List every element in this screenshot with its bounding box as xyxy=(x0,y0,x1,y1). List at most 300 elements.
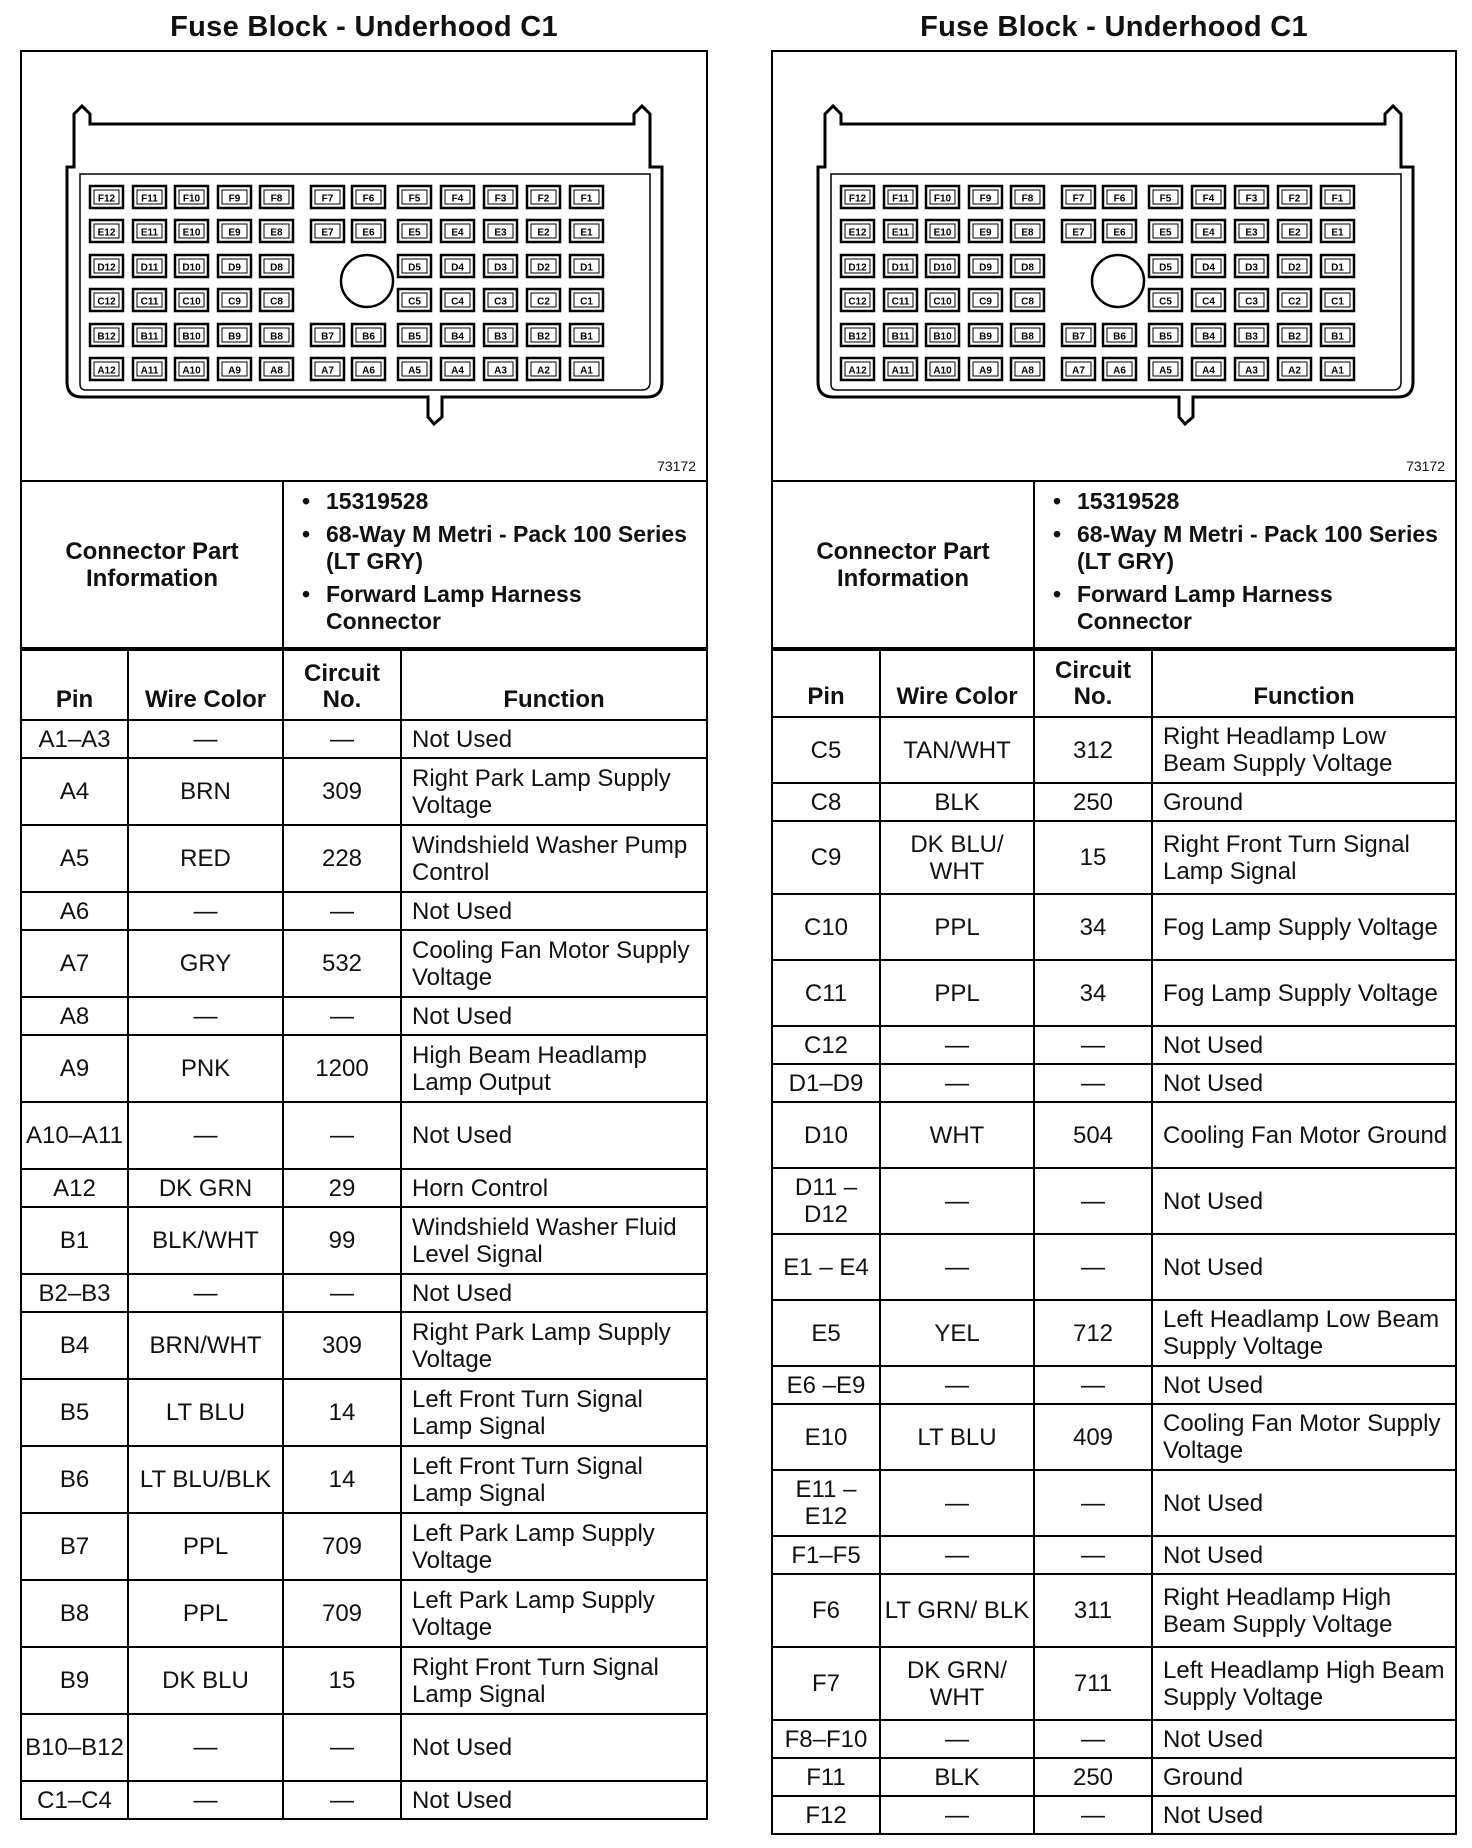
cavity-a2 xyxy=(527,358,560,380)
pin-cell: B6 xyxy=(21,1446,128,1513)
wire-color-cell: LT BLU xyxy=(880,1404,1034,1470)
cavity-f9 xyxy=(218,186,251,208)
svg-text:F9: F9 xyxy=(979,193,992,205)
cavity-b2 xyxy=(527,324,560,346)
wire-color-cell: BLK xyxy=(880,783,1034,821)
function-cell: Right Front Turn Signal Lamp Signal xyxy=(1152,821,1456,894)
function-cell: Not Used xyxy=(401,1274,707,1312)
cavity-b11 xyxy=(884,324,917,346)
circuit-cell: 1200 xyxy=(283,1035,401,1102)
svg-text:D2: D2 xyxy=(537,262,550,274)
circuit-cell: 709 xyxy=(283,1513,401,1580)
cavity-c8 xyxy=(1011,289,1044,311)
svg-text:F11: F11 xyxy=(141,193,158,205)
cavity-a5 xyxy=(398,358,431,380)
circuit-cell: 312 xyxy=(1034,717,1152,783)
cavity-c3 xyxy=(484,289,517,311)
connector-description: • Forward Lamp Harness Connector xyxy=(1077,581,1447,635)
svg-text:E5: E5 xyxy=(408,227,421,239)
connector-info-label: Connector Part Information xyxy=(21,481,283,648)
circuit-cell: — xyxy=(283,1714,401,1781)
cavity-c11 xyxy=(884,289,917,311)
table-row xyxy=(21,1274,707,1312)
cavity-d9 xyxy=(218,255,251,277)
circuit-cell: — xyxy=(1034,1026,1152,1064)
svg-text:C4: C4 xyxy=(451,296,464,308)
svg-text:F10: F10 xyxy=(933,193,952,205)
svg-text:D10: D10 xyxy=(933,262,952,274)
svg-text:D2: D2 xyxy=(1288,262,1301,274)
svg-text:F7: F7 xyxy=(321,193,334,205)
function-cell: Left Front Turn Signal Lamp Signal xyxy=(401,1379,707,1446)
wire-color-cell: — xyxy=(880,1536,1034,1574)
table-row xyxy=(21,1035,707,1102)
svg-text:B9: B9 xyxy=(979,331,992,343)
wire-color-cell: — xyxy=(880,1026,1034,1064)
cavity-a5 xyxy=(1149,358,1182,380)
svg-text:F3: F3 xyxy=(494,193,507,205)
circuit-header: Circuit No. xyxy=(283,650,401,720)
svg-text:D5: D5 xyxy=(1159,262,1172,274)
svg-text:A12: A12 xyxy=(97,365,116,377)
cavity-b9 xyxy=(969,324,1002,346)
circuit-cell: — xyxy=(283,720,401,758)
svg-text:F1: F1 xyxy=(1331,193,1344,205)
pin-cell: C1–C4 xyxy=(21,1781,128,1819)
circuit-cell: — xyxy=(283,1274,401,1312)
table-row xyxy=(21,1714,707,1781)
svg-text:D12: D12 xyxy=(97,262,116,274)
function-cell: Not Used xyxy=(401,1781,707,1819)
wire-color-cell: GRY xyxy=(128,930,283,997)
left-panel xyxy=(20,0,708,1820)
function-cell: Fog Lamp Supply Voltage xyxy=(1152,894,1456,960)
svg-text:D1: D1 xyxy=(1331,262,1344,274)
table-row xyxy=(772,1647,1456,1720)
svg-text:D11: D11 xyxy=(891,262,910,274)
cavity-b3 xyxy=(484,324,517,346)
svg-text:C10: C10 xyxy=(182,296,201,308)
connector-info-label: Connector Part Information xyxy=(772,481,1034,648)
pin-cell: F7 xyxy=(772,1647,880,1720)
svg-text:E10: E10 xyxy=(182,227,201,239)
svg-text:F4: F4 xyxy=(451,193,464,205)
circuit-header: Circuit No. xyxy=(1034,650,1152,717)
cavity-b12 xyxy=(841,324,874,346)
svg-text:F2: F2 xyxy=(537,193,550,205)
svg-text:A8: A8 xyxy=(1021,365,1034,377)
function-cell: Right Front Turn Signal Lamp Signal xyxy=(401,1647,707,1714)
wire-color-cell: PNK xyxy=(128,1035,283,1102)
connector-type: • 68-Way M Metri - Pack 100 Series (LT GRY) xyxy=(1077,521,1447,575)
key-hole xyxy=(341,255,393,307)
cavity-c4 xyxy=(1192,289,1225,311)
table-row xyxy=(772,717,1456,783)
pin-cell: A10–A11 xyxy=(21,1102,128,1169)
figure-number: 73172 xyxy=(1406,458,1445,474)
cavity-f7 xyxy=(311,186,344,208)
svg-text:D12: D12 xyxy=(848,262,867,274)
function-cell: Right Park Lamp Supply Voltage xyxy=(401,758,707,825)
cavity-d11 xyxy=(133,255,166,277)
connector-face-drawing xyxy=(22,52,706,480)
table-row xyxy=(772,960,1456,1026)
pin-cell: B4 xyxy=(21,1312,128,1379)
cavity-a1 xyxy=(570,358,603,380)
wire-color-cell: BRN/WHT xyxy=(128,1312,283,1379)
cavity-a11 xyxy=(133,358,166,380)
cavity-b9 xyxy=(218,324,251,346)
cavity-d2 xyxy=(527,255,560,277)
cavity-c9 xyxy=(969,289,1002,311)
cavity-e7 xyxy=(311,220,344,242)
circuit-cell: — xyxy=(1034,1366,1152,1404)
svg-text:A9: A9 xyxy=(979,365,992,377)
cavity-d5 xyxy=(398,255,431,277)
svg-text:B8: B8 xyxy=(270,331,283,343)
key-hole xyxy=(1092,255,1144,307)
function-cell: Not Used xyxy=(401,892,707,930)
svg-text:A4: A4 xyxy=(1202,365,1215,377)
pin-cell: C8 xyxy=(772,783,880,821)
cavity-e9 xyxy=(218,220,251,242)
wire-color-cell: DK GRN/ WHT xyxy=(880,1647,1034,1720)
svg-text:A1: A1 xyxy=(1331,365,1344,377)
cavity-d12 xyxy=(90,255,123,277)
pinout-table xyxy=(771,649,1457,1835)
cavity-d1 xyxy=(570,255,603,277)
cavity-b7 xyxy=(1062,324,1095,346)
svg-text:B9: B9 xyxy=(228,331,241,343)
svg-text:F1: F1 xyxy=(580,193,593,205)
function-cell: Windshield Washer Pump Control xyxy=(401,825,707,892)
cavity-b11 xyxy=(133,324,166,346)
function-cell: Not Used xyxy=(1152,1234,1456,1300)
svg-text:B3: B3 xyxy=(1245,331,1258,343)
svg-text:F4: F4 xyxy=(1202,193,1215,205)
table-row xyxy=(772,894,1456,960)
cavity-b7 xyxy=(311,324,344,346)
cavity-e11 xyxy=(884,220,917,242)
pinout-table xyxy=(20,649,708,1820)
cavity-a12 xyxy=(90,358,123,380)
cavity-b8 xyxy=(260,324,293,346)
table-row xyxy=(21,758,707,825)
circuit-cell: 29 xyxy=(283,1169,401,1207)
wire-color-header: Wire Color xyxy=(880,650,1034,717)
svg-text:C5: C5 xyxy=(1159,296,1172,308)
table-row xyxy=(772,1720,1456,1758)
pin-cell: F8–F10 xyxy=(772,1720,880,1758)
cavity-f10 xyxy=(926,186,959,208)
circuit-cell: 532 xyxy=(283,930,401,997)
function-cell: Not Used xyxy=(1152,1168,1456,1234)
connector-part-number: • 15319528 xyxy=(1077,488,1447,515)
svg-text:E4: E4 xyxy=(451,227,464,239)
table-row xyxy=(772,1758,1456,1796)
svg-text:A10: A10 xyxy=(182,365,201,377)
cavity-e2 xyxy=(1278,220,1311,242)
cavity-f1 xyxy=(570,186,603,208)
cavity-b10 xyxy=(926,324,959,346)
cavity-e10 xyxy=(175,220,208,242)
svg-text:F5: F5 xyxy=(408,193,421,205)
cavity-a10 xyxy=(926,358,959,380)
circuit-cell: — xyxy=(1034,1536,1152,1574)
svg-text:E7: E7 xyxy=(321,227,334,239)
pin-cell: F1–F5 xyxy=(772,1536,880,1574)
wire-color-cell: YEL xyxy=(880,1300,1034,1366)
circuit-cell: 309 xyxy=(283,1312,401,1379)
cavity-f3 xyxy=(484,186,517,208)
table-row xyxy=(21,1169,707,1207)
cavity-b5 xyxy=(398,324,431,346)
circuit-cell: — xyxy=(283,1102,401,1169)
svg-text:C3: C3 xyxy=(494,296,507,308)
svg-text:E3: E3 xyxy=(1245,227,1258,239)
function-header: Function xyxy=(401,650,707,720)
svg-text:E10: E10 xyxy=(933,227,952,239)
cavity-e6 xyxy=(1103,220,1136,242)
table-row xyxy=(21,1647,707,1714)
wire-color-cell: — xyxy=(128,1781,283,1819)
cavity-f12 xyxy=(841,186,874,208)
table-row xyxy=(772,1102,1456,1168)
cavity-b5 xyxy=(1149,324,1182,346)
svg-text:B5: B5 xyxy=(1159,331,1172,343)
cavity-c12 xyxy=(90,289,123,311)
table-row xyxy=(772,1064,1456,1102)
svg-text:C9: C9 xyxy=(228,296,241,308)
pin-cell: E5 xyxy=(772,1300,880,1366)
svg-text:A9: A9 xyxy=(228,365,241,377)
svg-text:F6: F6 xyxy=(362,193,375,205)
circuit-cell: — xyxy=(283,1781,401,1819)
cavity-f11 xyxy=(884,186,917,208)
wire-color-cell: — xyxy=(128,892,283,930)
svg-text:A7: A7 xyxy=(321,365,334,377)
svg-text:B10: B10 xyxy=(933,331,952,343)
wire-color-cell: — xyxy=(880,1168,1034,1234)
cavity-c2 xyxy=(527,289,560,311)
svg-text:B2: B2 xyxy=(1288,331,1301,343)
svg-text:C5: C5 xyxy=(408,296,421,308)
svg-text:A5: A5 xyxy=(408,365,421,377)
cavity-a6 xyxy=(352,358,385,380)
pin-cell: D10 xyxy=(772,1102,880,1168)
function-cell: Cooling Fan Motor Ground xyxy=(1152,1102,1456,1168)
wire-color-cell: PPL xyxy=(128,1513,283,1580)
cavity-c1 xyxy=(1321,289,1354,311)
pin-cell: C9 xyxy=(772,821,880,894)
svg-text:F10: F10 xyxy=(182,193,201,205)
wire-color-cell: WHT xyxy=(880,1102,1034,1168)
svg-text:B7: B7 xyxy=(321,331,334,343)
wire-color-cell: — xyxy=(128,1102,283,1169)
pin-cell: A6 xyxy=(21,892,128,930)
svg-text:F11: F11 xyxy=(892,193,909,205)
table-row xyxy=(21,1312,707,1379)
svg-text:C1: C1 xyxy=(1331,296,1344,308)
table-row xyxy=(772,821,1456,894)
svg-text:B1: B1 xyxy=(580,331,593,343)
svg-text:B2: B2 xyxy=(537,331,550,343)
svg-text:B5: B5 xyxy=(408,331,421,343)
function-cell: Not Used xyxy=(401,1102,707,1169)
svg-text:E6: E6 xyxy=(1113,227,1126,239)
cavity-d10 xyxy=(175,255,208,277)
pin-cell: C12 xyxy=(772,1026,880,1064)
cavity-c11 xyxy=(133,289,166,311)
svg-text:B6: B6 xyxy=(362,331,375,343)
svg-text:E6: E6 xyxy=(362,227,375,239)
svg-text:C11: C11 xyxy=(140,296,159,308)
wire-color-cell: PPL xyxy=(128,1580,283,1647)
svg-text:E1: E1 xyxy=(1331,227,1344,239)
connector-diagram xyxy=(20,50,708,480)
svg-text:A11: A11 xyxy=(140,365,159,377)
wire-color-cell: — xyxy=(880,1720,1034,1758)
pin-header: Pin xyxy=(772,650,880,717)
circuit-cell: 709 xyxy=(283,1580,401,1647)
svg-text:C3: C3 xyxy=(1245,296,1258,308)
wire-color-header: Wire Color xyxy=(128,650,283,720)
right-panel xyxy=(771,0,1457,1835)
svg-text:B12: B12 xyxy=(97,331,116,343)
cavity-e2 xyxy=(527,220,560,242)
circuit-cell: — xyxy=(283,997,401,1035)
svg-text:C9: C9 xyxy=(979,296,992,308)
svg-text:A4: A4 xyxy=(451,365,464,377)
panel-title: Fuse Block - Underhood C1 xyxy=(920,11,1308,43)
cavity-d3 xyxy=(484,255,517,277)
svg-text:E9: E9 xyxy=(979,227,992,239)
table-row xyxy=(772,1026,1456,1064)
svg-text:D9: D9 xyxy=(979,262,992,274)
pin-cell: B8 xyxy=(21,1580,128,1647)
svg-text:D8: D8 xyxy=(270,262,283,274)
cavity-b1 xyxy=(1321,324,1354,346)
cavity-a2 xyxy=(1278,358,1311,380)
cavity-a3 xyxy=(1235,358,1268,380)
pin-cell: C5 xyxy=(772,717,880,783)
wire-color-cell: — xyxy=(128,1274,283,1312)
pin-cell: F6 xyxy=(772,1574,880,1647)
cavity-d4 xyxy=(441,255,474,277)
cavity-d9 xyxy=(969,255,1002,277)
svg-text:A10: A10 xyxy=(933,365,952,377)
cavity-f6 xyxy=(1103,186,1136,208)
pin-cell: F11 xyxy=(772,1758,880,1796)
pin-cell: A5 xyxy=(21,825,128,892)
cavity-e1 xyxy=(1321,220,1354,242)
function-cell: Ground xyxy=(1152,1758,1456,1796)
cavity-f6 xyxy=(352,186,385,208)
svg-text:F2: F2 xyxy=(1288,193,1301,205)
svg-text:A6: A6 xyxy=(1113,365,1126,377)
cavity-d12 xyxy=(841,255,874,277)
table-row xyxy=(21,1379,707,1446)
pin-cell: A4 xyxy=(21,758,128,825)
circuit-cell: — xyxy=(1034,1168,1152,1234)
cavity-d10 xyxy=(926,255,959,277)
wire-color-cell: TAN/WHT xyxy=(880,717,1034,783)
wire-color-cell: BLK xyxy=(880,1758,1034,1796)
svg-text:D11: D11 xyxy=(140,262,159,274)
cavity-d3 xyxy=(1235,255,1268,277)
cavity-e9 xyxy=(969,220,1002,242)
function-cell: Cooling Fan Motor Supply Voltage xyxy=(1152,1404,1456,1470)
svg-text:D4: D4 xyxy=(1202,262,1215,274)
svg-text:B11: B11 xyxy=(140,331,159,343)
wire-color-cell: — xyxy=(880,1064,1034,1102)
cavity-f2 xyxy=(527,186,560,208)
pin-cell: B7 xyxy=(21,1513,128,1580)
pin-cell: B5 xyxy=(21,1379,128,1446)
svg-text:D8: D8 xyxy=(1021,262,1034,274)
function-cell: Not Used xyxy=(1152,1536,1456,1574)
wire-color-cell: — xyxy=(880,1796,1034,1834)
figure-number: 73172 xyxy=(657,458,696,474)
svg-text:E4: E4 xyxy=(1202,227,1215,239)
connector-type: • 68-Way M Metri - Pack 100 Series (LT GRY) xyxy=(326,521,698,575)
table-row xyxy=(772,1574,1456,1647)
circuit-cell: — xyxy=(1034,1234,1152,1300)
cavity-a9 xyxy=(218,358,251,380)
cavity-f1 xyxy=(1321,186,1354,208)
cavity-a11 xyxy=(884,358,917,380)
pin-cell: E10 xyxy=(772,1404,880,1470)
circuit-cell: 15 xyxy=(1034,821,1152,894)
function-cell: Not Used xyxy=(1152,1796,1456,1834)
cavity-a7 xyxy=(1062,358,1095,380)
cavity-d8 xyxy=(260,255,293,277)
table-row xyxy=(21,1580,707,1647)
wire-color-cell: LT GRN/ BLK xyxy=(880,1574,1034,1647)
cavity-e8 xyxy=(1011,220,1044,242)
cavity-e12 xyxy=(841,220,874,242)
function-cell: Not Used xyxy=(1152,1470,1456,1536)
cavity-b4 xyxy=(441,324,474,346)
table-row xyxy=(772,1796,1456,1834)
table-row xyxy=(772,1168,1456,1234)
svg-text:F3: F3 xyxy=(1245,193,1258,205)
svg-text:D10: D10 xyxy=(182,262,201,274)
cavity-f9 xyxy=(969,186,1002,208)
panel-title: Fuse Block - Underhood C1 xyxy=(170,11,558,43)
svg-text:C4: C4 xyxy=(1202,296,1215,308)
table-row xyxy=(772,1234,1456,1300)
svg-text:E8: E8 xyxy=(270,227,283,239)
svg-text:F8: F8 xyxy=(270,193,283,205)
circuit-cell: 712 xyxy=(1034,1300,1152,1366)
cavity-e1 xyxy=(570,220,603,242)
svg-text:F7: F7 xyxy=(1072,193,1085,205)
cavity-f8 xyxy=(1011,186,1044,208)
circuit-cell: — xyxy=(1034,1470,1152,1536)
circuit-cell: 34 xyxy=(1034,960,1152,1026)
svg-text:B12: B12 xyxy=(848,331,867,343)
circuit-cell: — xyxy=(1034,1064,1152,1102)
svg-text:E1: E1 xyxy=(580,227,593,239)
svg-text:E2: E2 xyxy=(537,227,550,239)
wire-color-cell: DK GRN xyxy=(128,1169,283,1207)
circuit-cell: 14 xyxy=(283,1379,401,1446)
cavity-d1 xyxy=(1321,255,1354,277)
cavity-e7 xyxy=(1062,220,1095,242)
cavity-b12 xyxy=(90,324,123,346)
wire-color-cell: PPL xyxy=(880,894,1034,960)
